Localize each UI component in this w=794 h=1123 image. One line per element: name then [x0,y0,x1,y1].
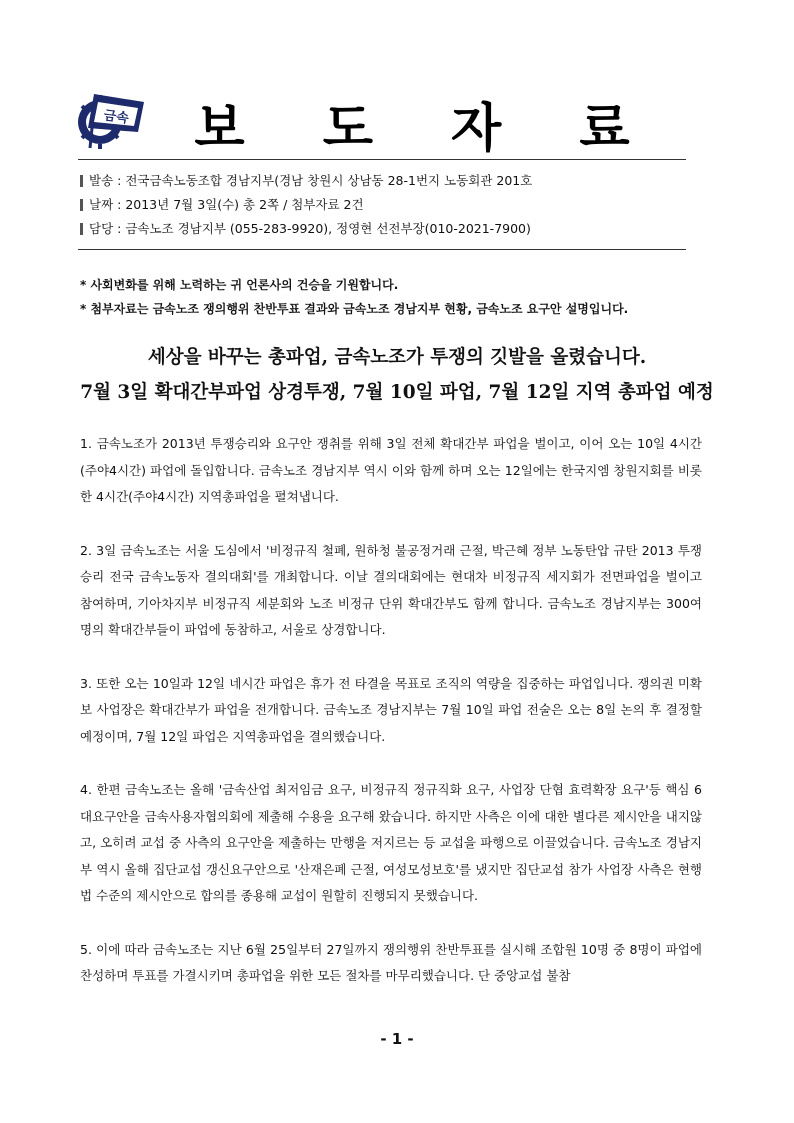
meta-divider [78,249,686,250]
paragraph-2: 2. 3일 금속노조는 서울 도심에서 '비정규직 철폐, 원하청 불공정거래 근절, 박근혜 정부 노동탄압 규탄 2013 투쟁승리 전국 금속노동자 결의대회'를 개최합니다. 이날 결의대회에는 현대차 비정규직 세지회가 전면파업을 벌이고 참여하며, 기아차지부 비정규직 세분회와 노조 비정규 단위 확대간부도 함께 합니다. 금속노조 경남지부는 300여명의 확대간부들이 파업에 동참하고, 서울로 상경합니다. [80,542,702,637]
headline-line-2: 7월 3일 확대간부파업 상경투쟁, 7월 10일 파업, 7월 12일 지역 총파업 예정 [80,382,714,403]
notice-item: * 첨부자료는 금속노조 쟁의행위 찬반투표 결과와 금속노조 경남지부 현황, 금속노조 요구안 설명입니다. [80,302,629,316]
paragraph-1: 1. 금속노조가 2013년 투쟁승리와 요구안 쟁취를 위해 3일 전체 확대간부 파업을 벌이고, 이어 오는 10일 4시간(주야4시간) 파업에 돌입합니다. 금속노조 경남지부 역시 이와 함께 하며 오는 12일에는 한국지엠 창원지회를 비롯한 4시간(주야4시간) 지역총파업을 펼쳐냅니다. [80,436,702,504]
header-divider [78,159,686,160]
meta-date: 날짜 : 2013년 7월 3일(수) 총 2쪽 / 첨부자료 2건 [80,193,690,217]
bullet-bar-icon [80,199,83,211]
meta-value: 전국금속노동조합 경남지부(경남 창원시 상남동 28-1번지 노동회관 201호 [125,173,533,188]
svg-text:금속: 금속 [102,108,130,127]
paragraph-4: 4. 한편 금속노조는 올해 '금속산업 최저임금 요구, 비정규직 정규직화 요구, 사업장 단협 효력확장 요구'등 핵심 6대요구안을 금속사용자협의회에 제출해 수용을 요구해 왔습니다. 하지만 사측은 이에 대한 별다른 제시안을 내지않고, 오히려 교섭 중 사측의 요구안을 제출하는 만행을 저지르는 등 교섭을 파행으로 이끌었습니다. 금속노조 경남지부 역시 올해 집단교섭 갱신요구안으로 '산재은폐 근절, 여성모성보호'를 냈지만 집단교섭 참가 사업장 사측은 현행 법 수준의 제시안으로 합의를 종용해 교섭이 원할히 진행되지 못했습니다. [80,782,702,903]
meta-value: 2013년 7월 3일(수) 총 2쪽 / 첨부자료 2건 [125,197,364,212]
bullet-bar-icon [80,223,83,235]
meta-contact: 담당 : 금속노조 경남지부 (055-283-9920), 정영현 선전부장(010-2021-7900) [80,217,690,241]
meta-label: 날짜 [89,197,114,212]
page-number: - 1 - [380,1030,414,1048]
article-body [80,431,702,1017]
sender-info [80,169,690,241]
meta-value: 금속노조 경남지부 (055-283-9920), 정영현 선전부장(010-2021-7900) [125,221,531,236]
headline-line-1: 세상을 바꾸는 총파업, 금속노조가 투쟁의 깃발을 올렸습니다. [147,347,647,368]
paragraph-5: 5. 이에 따라 금속노조는 지난 6월 25일부터 27일까지 쟁의행위 찬반투표를 실시해 조합원 10명 중 8명이 파업에 찬성하며 투표를 가결시키며 총파업을 위한 모든 절차를 마무리했습니다. 단 중앙교섭 불참 [80,941,702,983]
bullet-bar-icon [80,175,83,187]
paragraph-3: 3. 또한 오는 10일과 12일 네시간 파업은 휴가 전 타결을 목표로 조직의 역량을 집중하는 파업입니다. 쟁의권 미확보 사업장은 확대간부가 파업을 전개합니다. 금속노조 경남지부는 7월 10일 파업 전술은 오는 8일 논의 후 결정할 예정이며, 7월 12일 파업은 지역총파업을 결의했습니다. [80,675,702,744]
meta-sender: 발송 : 전국금속노동조합 경남지부(경남 창원시 상남동 28-1번지 노동회관 201호 [80,169,690,193]
meta-label: 발송 [89,173,114,188]
page-title: 보 도 자 료 [194,99,660,159]
notice-item: * 사회변화를 위해 노력하는 귀 언론사의 건승을 기원합니다. [80,278,399,292]
notice-list [80,273,700,321]
meta-label: 담당 [89,221,114,236]
